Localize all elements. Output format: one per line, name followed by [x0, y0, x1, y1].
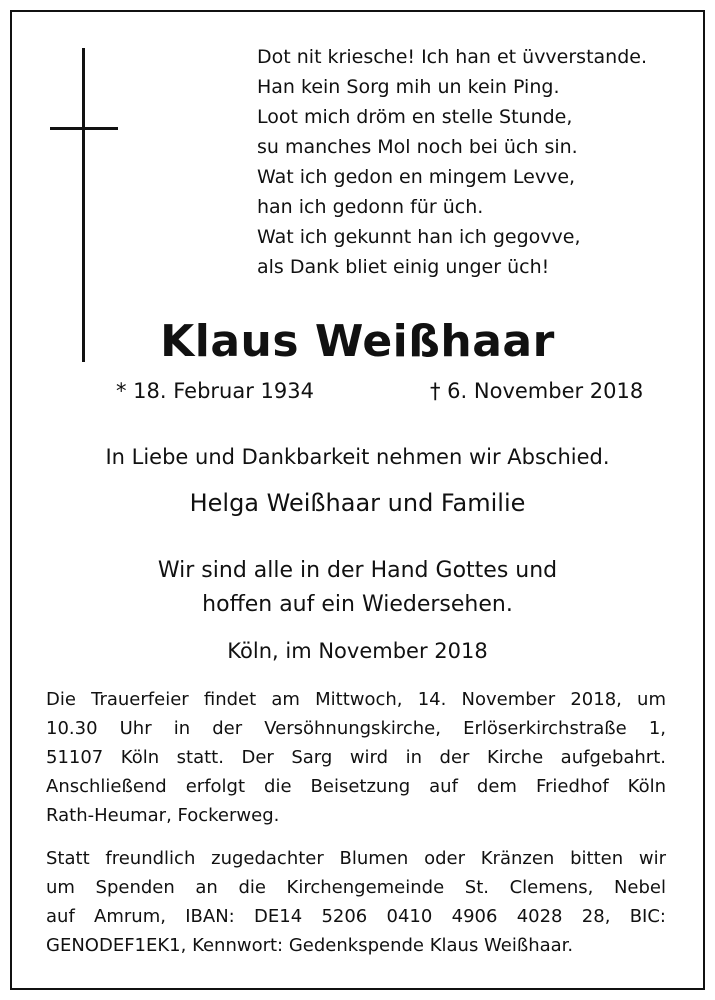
poem-line: Loot mich dröm en stelle Stunde, — [257, 106, 573, 128]
funeral-line: 51107 Köln statt. Der Sarg wird in der Kirche aufgebahrt. — [46, 747, 666, 768]
place-date: Köln, im November 2018 — [227, 639, 488, 663]
birth-date: * 18. Februar 1934 — [116, 379, 314, 403]
death-date: † 6. November 2018 — [430, 379, 644, 403]
donation-info — [46, 844, 666, 960]
funeral-line: Anschließend erfolgt die Beisetzung auf dem Friedhof Köln — [46, 776, 666, 797]
donation-line: Statt freundlich zugedachter Blumen oder Kränzen bitten wir — [46, 848, 666, 869]
cross-icon-bar — [50, 127, 118, 130]
family-name: Helga Weißhaar und Familie — [189, 489, 526, 517]
farewell-line: In Liebe und Dankbarkeit nehmen wir Abschied. — [105, 445, 610, 469]
funeral-line: Rath-Heumar, Fockerweg. — [46, 805, 280, 826]
donation-line: auf Amrum, IBAN: DE14 5206 0410 4906 4028 28, BIC: — [46, 906, 666, 927]
poem — [257, 42, 697, 282]
poem-line: als Dank bliet einig unger üch! — [257, 256, 550, 278]
poem-line: su manches Mol noch bei üch sin. — [257, 136, 578, 158]
poem-line: han ich gedonn für üch. — [257, 196, 484, 218]
poem-line: Wat ich gekunnt han ich gegovve, — [257, 226, 581, 248]
funeral-info — [46, 685, 666, 830]
poem-line: Han kein Sorg mih un kein Ping. — [257, 76, 560, 98]
deceased-name: Klaus Weißhaar — [160, 316, 555, 367]
quote-line: Wir sind alle in der Hand Gottes und — [157, 558, 558, 583]
donation-line: GENODEF1EK1, Kennwort: Gedenkspende Klaus Weißhaar. — [46, 935, 574, 956]
donation-line: um Spenden an die Kirchengemeinde St. Clemens, Nebel — [46, 877, 666, 898]
funeral-line: Die Trauerfeier findet am Mittwoch, 14. November 2018, um — [46, 689, 666, 710]
quote — [12, 554, 703, 622]
poem-line: Wat ich gedon en mingem Levve, — [257, 166, 576, 188]
quote-line: hoffen auf ein Wiedersehen. — [202, 592, 513, 617]
funeral-line: 10.30 Uhr in der Versöhnungskirche, Erlöserkirchstraße 1, — [46, 718, 666, 739]
obituary-frame — [10, 10, 705, 990]
poem-line: Dot nit kriesche! Ich han et üvverstande. — [257, 46, 648, 68]
